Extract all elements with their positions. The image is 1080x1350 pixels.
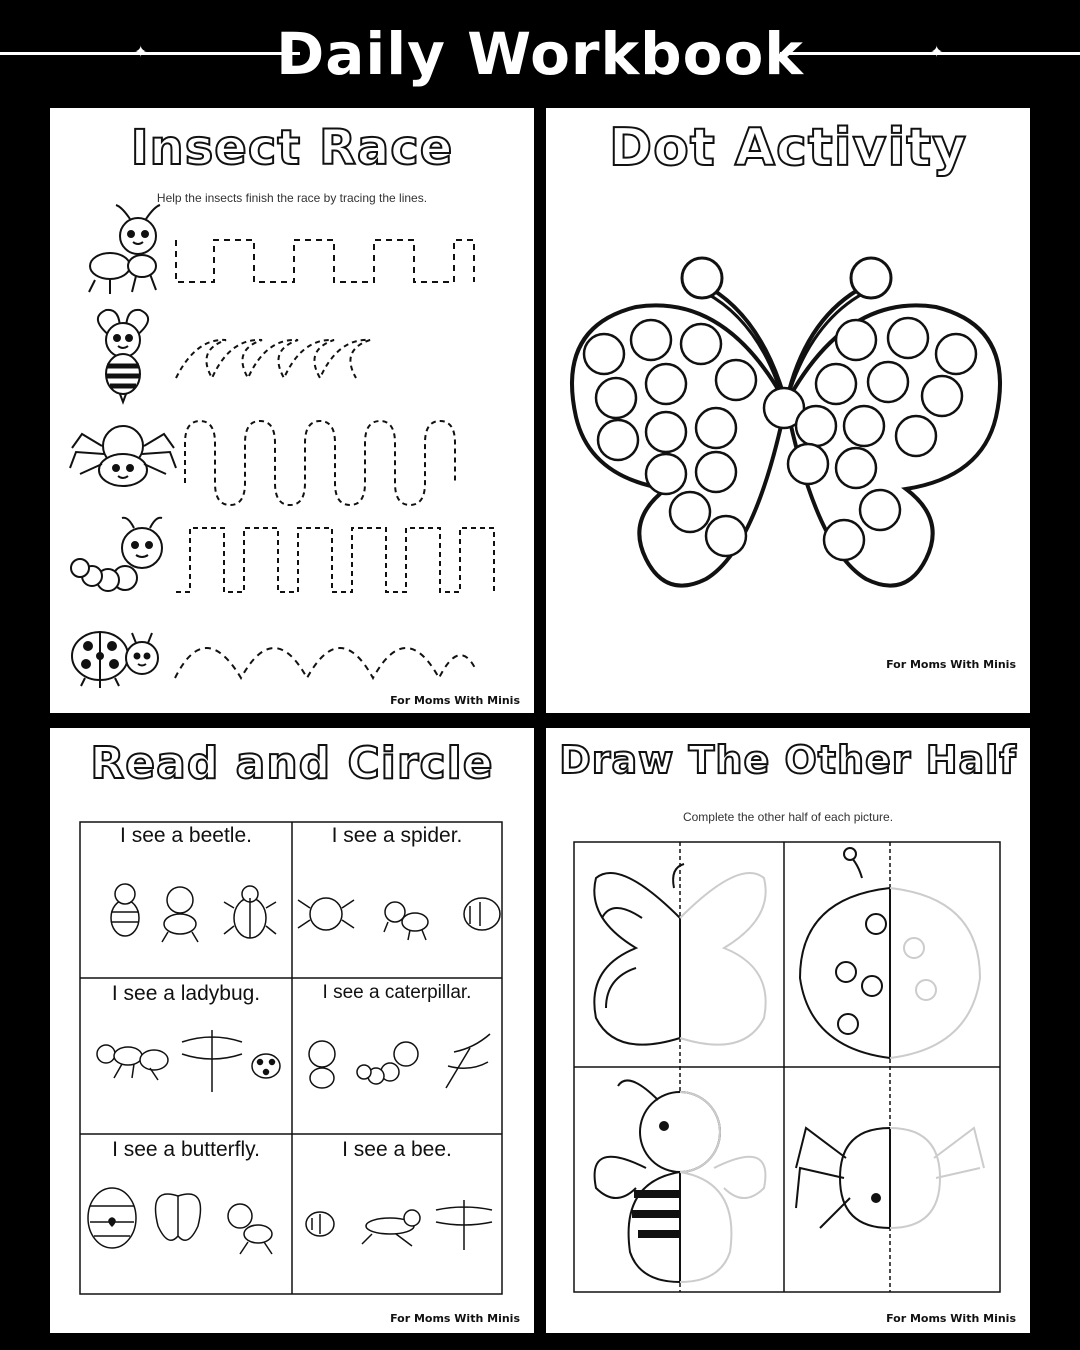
- ant-icon: [162, 887, 198, 942]
- tall-square-wave-trace: [176, 528, 494, 592]
- bee-half-icon: [595, 1080, 720, 1282]
- beetle-icon: [224, 886, 276, 938]
- draw-half-worksheet[interactable]: [546, 728, 1030, 1333]
- dragonfly-icon: [446, 1034, 490, 1088]
- draw-half-grid: [546, 728, 1030, 1333]
- ant-icon: [89, 205, 160, 294]
- bee-icon: [306, 1212, 334, 1236]
- read-circle-grid: [50, 728, 534, 1333]
- sparkle-icon-left: ✦: [134, 42, 148, 61]
- ant-icon: [228, 1204, 272, 1254]
- ladybug-half-icon: [800, 848, 890, 1058]
- grasshopper-icon: [362, 1210, 420, 1246]
- cell-sentence-5: I see a butterfly.: [112, 1138, 260, 1161]
- butterfly-dot-icon: [546, 108, 1030, 713]
- read-circle-footer: For Moms With Minis: [390, 1312, 520, 1325]
- draw-half-instruction: Complete the other half of each picture.: [682, 810, 894, 824]
- draw-half-title: Draw The Other Half: [559, 738, 1017, 782]
- read-circle-title: Read and Circle: [90, 738, 494, 789]
- insect-race-footer: For Moms With Minis: [390, 694, 520, 707]
- loop-wave-trace: [185, 421, 455, 505]
- insect-race-worksheet[interactable]: [50, 108, 534, 713]
- page-title: Daily Workbook: [276, 20, 804, 88]
- arc-wave-trace: [175, 648, 475, 678]
- ant-icon: [384, 902, 428, 940]
- ladybug-icon: [252, 1054, 280, 1078]
- dragonfly-icon: [182, 1030, 242, 1092]
- dot-activity-title: Dot Activity: [608, 118, 968, 178]
- insect-race-art: [50, 108, 534, 713]
- sparkle-icon-right: ✦: [930, 42, 944, 61]
- dot-activity-footer: For Moms With Minis: [886, 658, 1016, 671]
- insect-race-title: Insect Race: [130, 120, 454, 176]
- bee-icon: [464, 898, 500, 930]
- cell-sentence-3: I see a ladybug.: [111, 982, 261, 1005]
- dragonfly-icon: [436, 1200, 492, 1250]
- draw-half-footer: For Moms With Minis: [886, 1312, 1016, 1325]
- bee-icon: [98, 310, 148, 402]
- bee-icon: [111, 884, 139, 936]
- read-circle-worksheet[interactable]: [50, 728, 534, 1333]
- curl-wave-trace: [176, 340, 370, 378]
- caterpillar-icon: [357, 1042, 418, 1084]
- ladybug-icon: [72, 632, 158, 688]
- beehive-icon: [88, 1188, 136, 1248]
- insect-race-instruction: Help the insects finish the race by tracing the lines.: [156, 191, 428, 205]
- cell-sentence-6: I see a bee.: [342, 1138, 452, 1161]
- square-wave-trace: [176, 240, 474, 282]
- spider-icon: [70, 426, 176, 486]
- spider-icon: [298, 898, 354, 930]
- cell-sentence-2: I see a spider.: [331, 824, 463, 847]
- ant-icon: [97, 1045, 168, 1080]
- spider-half-icon: [796, 1128, 890, 1228]
- butterfly-half-icon: [594, 864, 684, 1045]
- caterpillar-icon: [71, 518, 162, 591]
- butterfly-icon: [156, 1194, 201, 1240]
- cell-sentence-4: I see a caterpillar.: [322, 982, 472, 1003]
- bug-icon: [309, 1041, 335, 1088]
- cell-sentence-1: I see a beetle.: [120, 824, 252, 847]
- dot-activity-worksheet[interactable]: [546, 108, 1030, 713]
